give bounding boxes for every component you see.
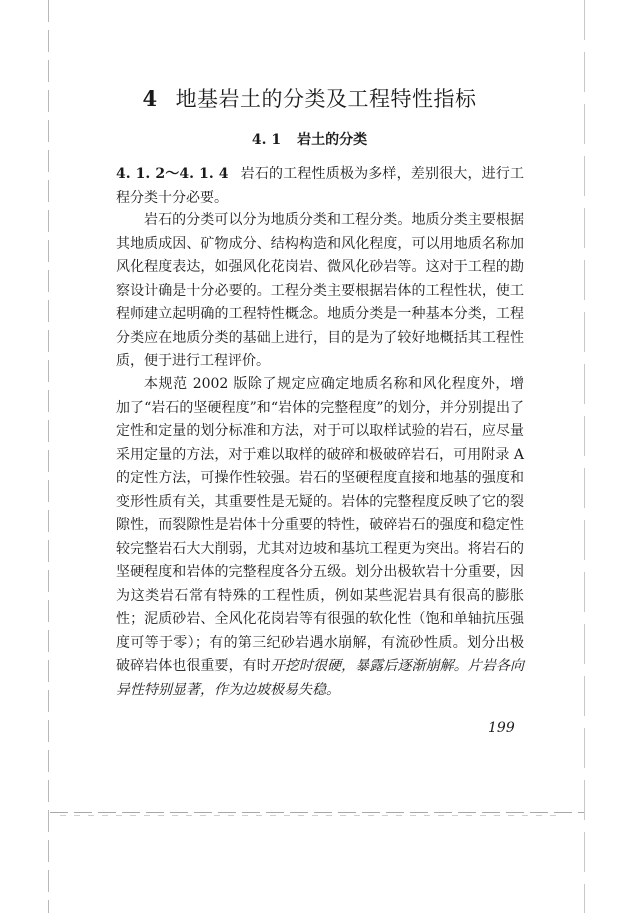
paragraph-classification [116,209,524,374]
scan-bottom-edge [50,812,584,813]
paragraph-text: 岩石的工程性质极为多样，差别很大，进行工程分类十分必要。 [116,166,524,206]
paragraph-text: 岩石的分类可以分为地质分类和工程分类。地质分类主要根据其地质成因、矿物成分、结构构造和风化程度，可以用地质名称加风化程度表达，如强风化花岗岩、微风化砂岩等。这对于工程的勘察设计确是十分必要的。工程分类主要根据岩体的工程性状，使工程师建立起明确的工程特性概念。地质分类是一种基本分类，工程分类应在地质分类的基础上进行，目的是为了较好地概括其工程性质，便于进行工程评价。 [116,212,524,369]
chapter-title: 地基岩土的分类及工程特性指标 [175,87,477,111]
paragraph-italic-text: 开挖时很硬，暴露后逐渐崩解。片岩各向异性特别显著，作为边坡极易失稳。 [116,658,525,698]
page-number: 199 [488,720,515,736]
chapter-number: 4 [142,86,158,111]
section-number: 4. 1 [251,132,282,148]
paragraph-code-revision [116,373,524,702]
paragraph-text: 本规范 2002 版除了规定应确定地质名称和风化程度外，增加了“岩石的坚硬程度”和“岩体的完整程度”的划分，并分别提出了定性和定量的划分标准和方法，对于可以取样试验的岩石，应尽量采用定量的方法，对于难以取样的破碎和极破碎岩石，可用附录 A 的定性方法，可操作性较强。岩石的坚硬程度直接和地基的强度和变形性质有关，其重要性是无疑的。岩体的完整程度反映了它的裂隙性，而裂隙性是岩体十分重要的特性，破碎岩石的强度和稳定性较完整岩石大大削弱，尤其对边坡和基坑工程更为突出。将岩石的坚硬程度和岩体的完整程度各分五级。划分出极软岩十分重要，因为这类岩石常有特殊的工程性质，例如某些泥岩具有很高的膨胀性；泥质砂岩、全风化花岗岩等有很强的软化性（饱和单轴抗压强度可等于零）；有的第三纪砂岩遇水崩解，有流砂性质。划分出极破碎岩体也很重要，有时 [116,376,524,674]
clause-number: 4. 1. 2～4. 1. 4 [116,166,229,182]
section-title: 岩土的分类 [297,132,368,148]
section-heading [0,129,619,149]
chapter-heading [0,83,619,113]
paragraph-clause-intro [116,163,524,210]
scan-bottom-edge-secondary [60,815,560,816]
